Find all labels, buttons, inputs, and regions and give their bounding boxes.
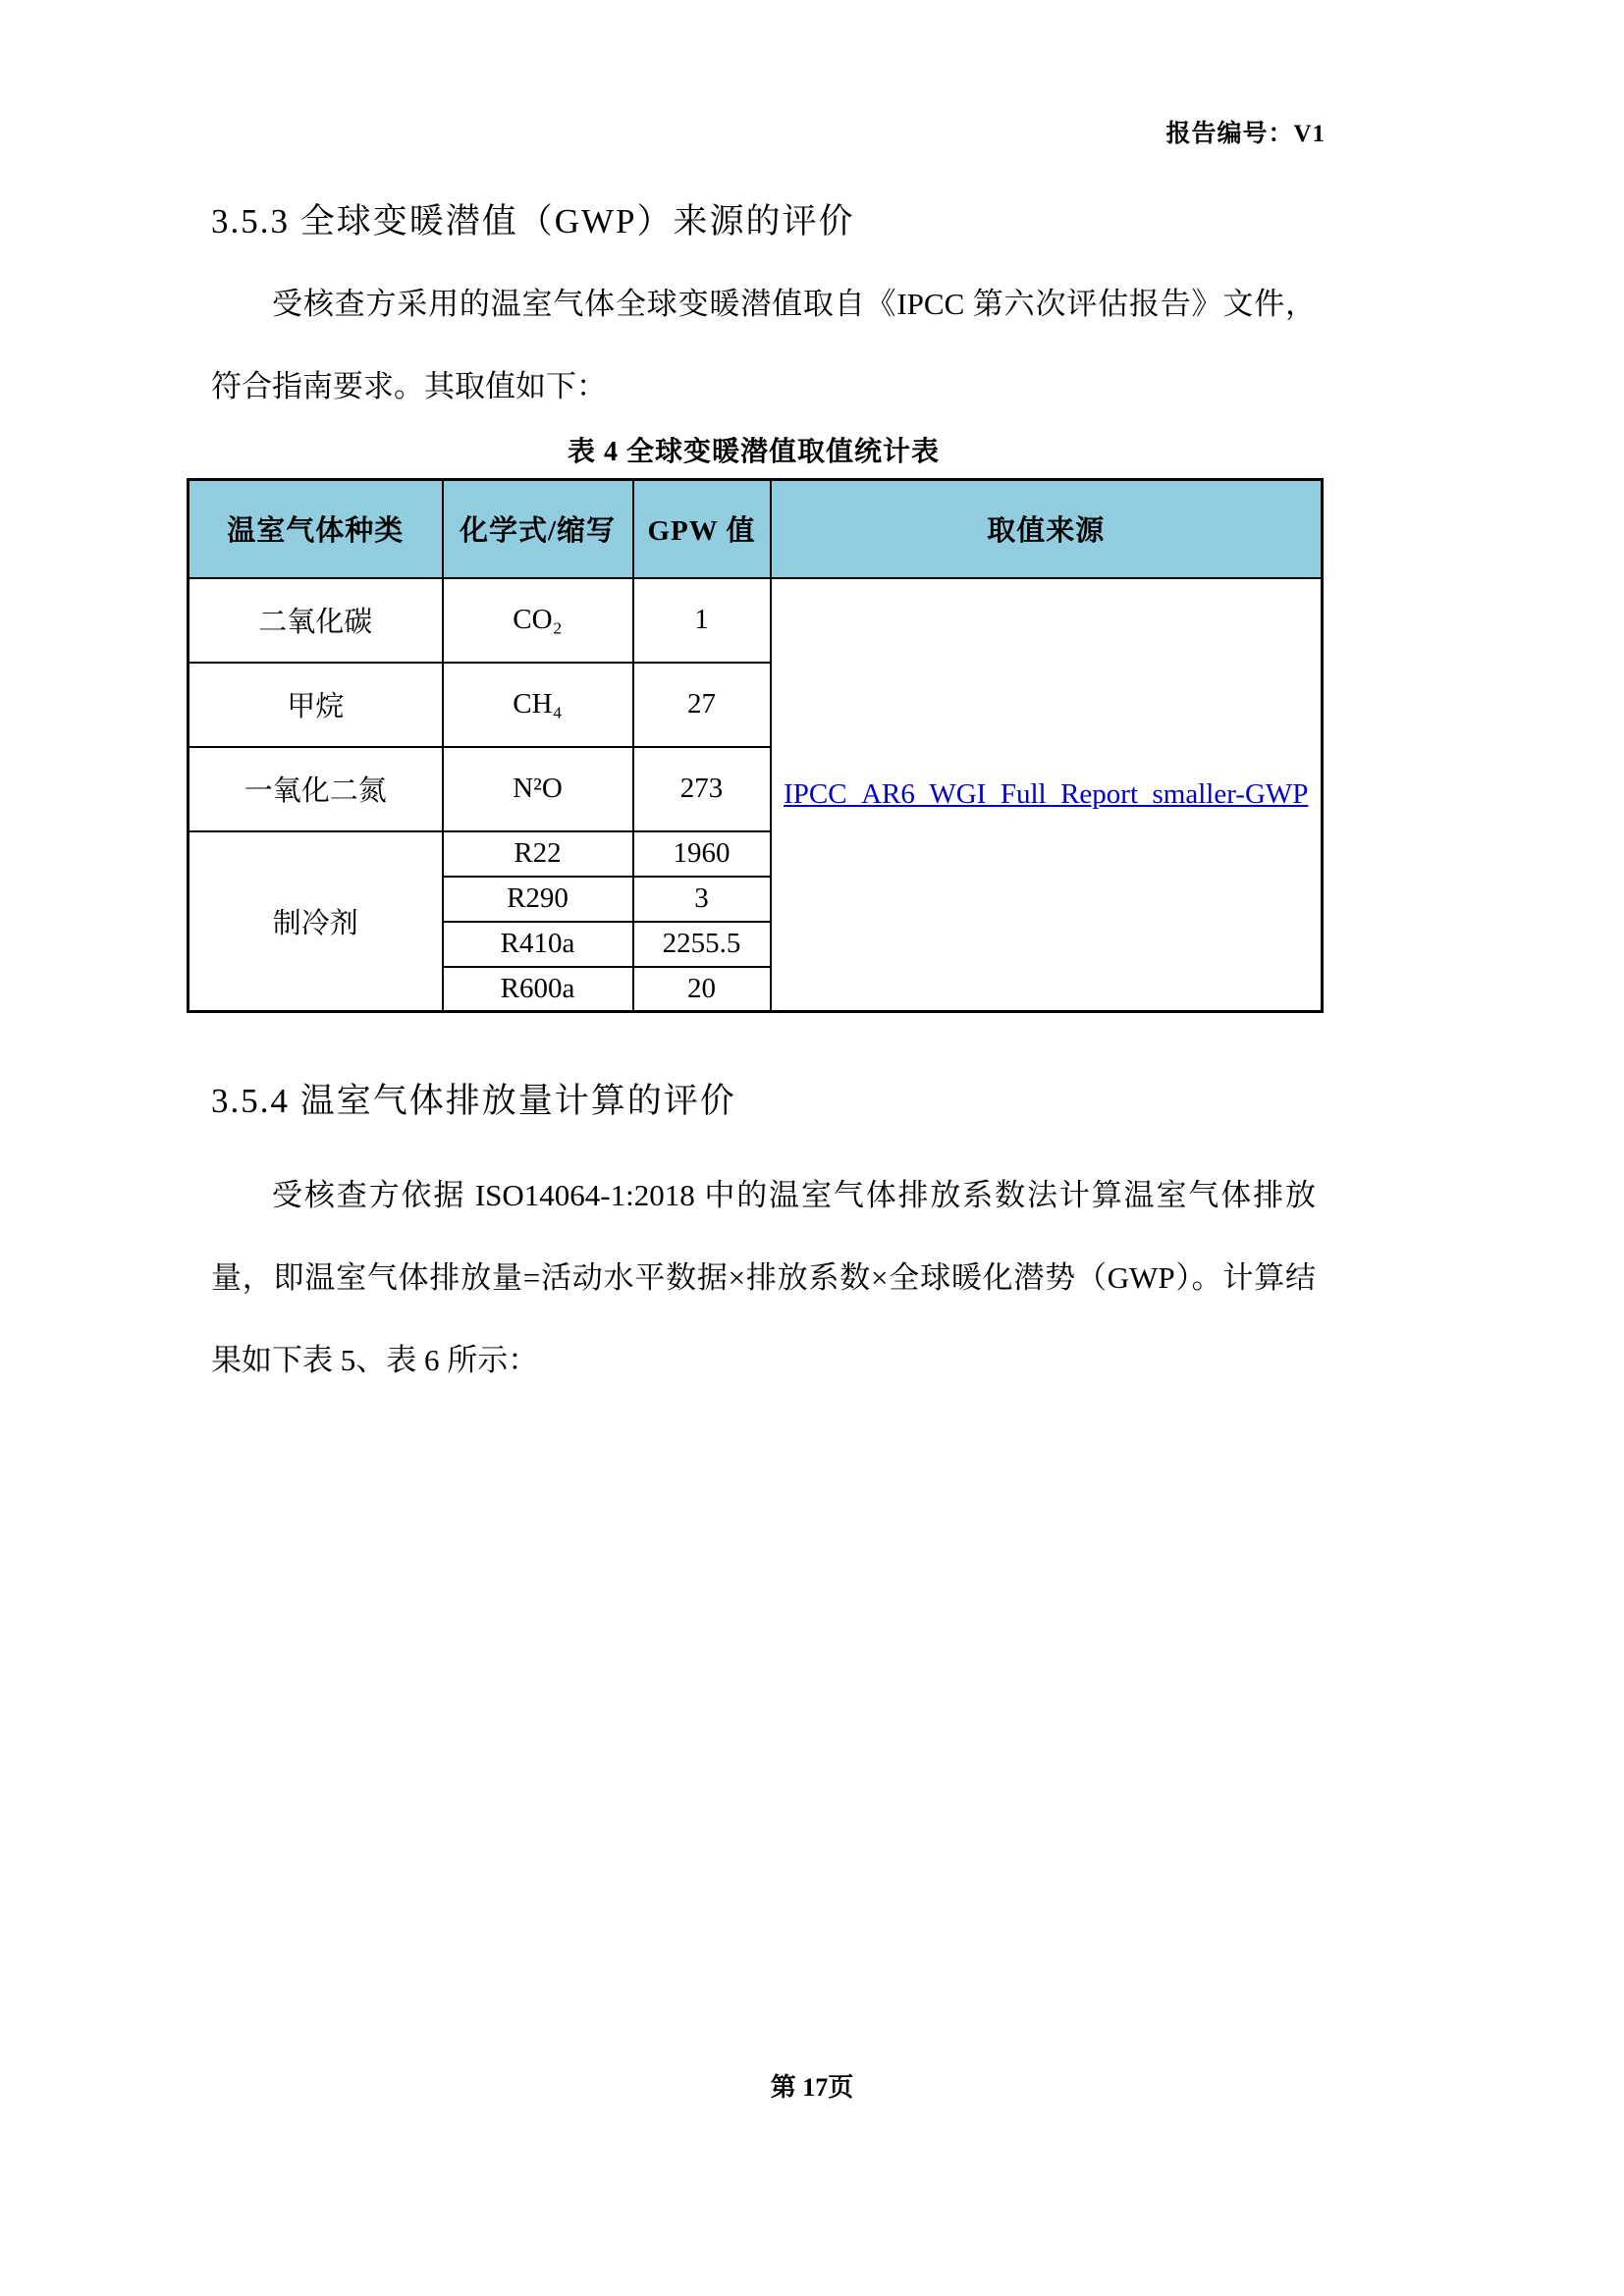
gwp-source-link[interactable]: IPCC_AR6_WGI_Full_Report_smaller-GWP xyxy=(784,777,1309,810)
formula-cell: R410a xyxy=(443,922,633,967)
page-number: 第 17页 xyxy=(770,2073,854,2102)
gwp-value-cell: 3 xyxy=(633,877,771,922)
column-header-source: 取值来源 xyxy=(771,480,1323,578)
section-3-5-4-paragraph: 受核查方依据 ISO14064-1:2018 中的温室气体排放系数法计算温室气体排放量，即温室气体排放量=活动水平数据×排放系数×全球暖化潜势（GWP）。计算结果如下表 5、表 6 所示： xyxy=(211,1178,1316,1377)
species-cell-refrigerant: 制冷剂 xyxy=(189,831,443,1012)
formula-cell: R600a xyxy=(443,967,633,1012)
gwp-table-header-row xyxy=(189,480,1323,578)
gwp-value-cell: 1960 xyxy=(633,831,771,877)
table-4-caption: 表 4 全球变暖潜值取值统计表 xyxy=(567,437,940,467)
gwp-value-cell: 2255.5 xyxy=(633,922,771,967)
species-cell: 一氧化二氮 xyxy=(189,747,443,831)
column-header-gwp-value: GPW 值 xyxy=(633,480,771,578)
formula-cell: R22 xyxy=(443,831,633,877)
column-header-species: 温室气体种类 xyxy=(189,480,443,578)
section-heading-3-5-4: 3.5.4 温室气体排放量计算的评价 xyxy=(211,1082,736,1120)
source-cell xyxy=(771,578,1323,1012)
formula-cell: CH₄ xyxy=(443,663,633,747)
gwp-value-cell: 27 xyxy=(633,663,771,747)
table-row-co2 xyxy=(189,578,1323,663)
formula-cell: R290 xyxy=(443,877,633,922)
species-cell: 二氧化碳 xyxy=(189,578,443,663)
column-header-formula: 化学式/缩写 xyxy=(443,480,633,578)
section-heading-3-5-3: 3.5.3 全球变暖潜值（GWP）来源的评价 xyxy=(211,202,855,240)
section-3-5-3-paragraph: 受核查方采用的温室气体全球变暖潜值取自《IPCC 第六次评估报告》文件，符合指南要求。其取值如下： xyxy=(211,287,1316,403)
gwp-value-cell: 273 xyxy=(633,747,771,831)
formula-cell: CO₂ xyxy=(443,578,633,663)
gwp-value-cell: 1 xyxy=(633,578,771,663)
formula-cell: N²O xyxy=(443,747,633,831)
report-number: 报告编号：V1 xyxy=(1165,121,1326,147)
gwp-value-cell: 20 xyxy=(633,967,771,1012)
gwp-table xyxy=(187,478,1324,1013)
species-cell: 甲烷 xyxy=(189,663,443,747)
